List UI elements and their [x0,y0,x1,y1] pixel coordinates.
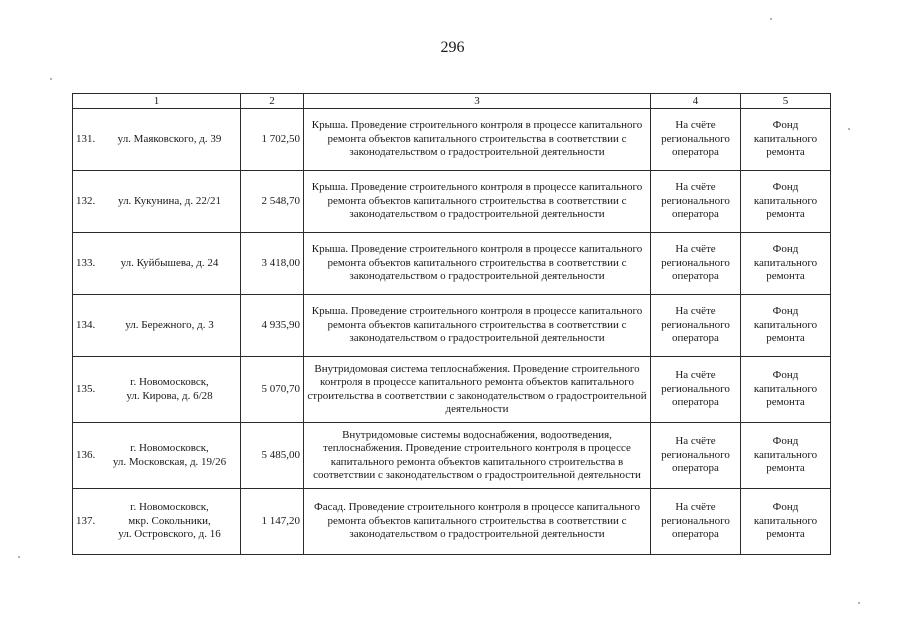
address-text [102,257,237,271]
scan-speck [50,78,52,80]
contractor-cell: На счёте регионального оператора [651,357,741,423]
address-cell [73,357,241,423]
column-header: 5 [741,94,831,109]
column-header: 4 [651,94,741,109]
contractor-cell: На счёте регионального оператора [651,233,741,295]
row-number: 135. [76,382,96,395]
work-description-cell: Внутридомовая система теплоснабжения. Проведение строительного контроля в процессе капитального ремонта объектов капитального строительства в соответствии с законодательством о градостроительной деятельности [304,357,651,423]
funding-source-cell: Фонд капитального ремонта [741,109,831,171]
address-text [102,195,237,209]
contractor-cell: На счёте регионального оператора [651,171,741,233]
table-body [73,109,831,555]
scan-speck [770,18,772,20]
work-description-cell: Фасад. Проведение строительного контроля в процессе капитального ремонта объектов капитального строительства в соответствии с законодательством о градостроительной деятельности [304,489,651,555]
address-text [102,133,237,147]
row-number: 137. [76,514,96,527]
funding-source-cell: Фонд капитального ремонта [741,489,831,555]
contractor-cell: На счёте регионального оператора [651,489,741,555]
cost-cell: 3 418,00 [241,233,304,295]
table-row [73,233,831,295]
address-line: мкр. Сокольники, [128,514,211,527]
contractor-cell: На счёте регионального оператора [651,295,741,357]
page-number: 296 [440,39,465,56]
cost-cell: 2 548,70 [241,171,304,233]
address-cell [73,489,241,555]
scan-speck [18,556,20,558]
contractor-cell: На счёте регионального оператора [651,423,741,489]
table-row [73,171,831,233]
cost-cell: 5 070,70 [241,357,304,423]
scan-speck [858,602,860,604]
table-row [73,357,831,423]
table-row [73,489,831,555]
address-line: г. Новомосковск, [130,442,209,454]
cost-cell: 4 935,90 [241,295,304,357]
column-header: 1 [73,94,241,109]
work-description-cell: Крыша. Проведение строительного контроля в процессе капитального ремонта объектов капитального строительства в соответствии с законодательством о градостроительной деятельности [304,233,651,295]
funding-source-cell: Фонд капитального ремонта [741,295,831,357]
table-header-row [73,94,831,109]
column-header: 2 [241,94,304,109]
table-row [73,295,831,357]
address-line: ул. Бережного, д. 3 [125,318,214,331]
work-description-cell: Крыша. Проведение строительного контроля в процессе капитального ремонта объектов капитального строительства в соответствии с законодательством о градостроительной деятельности [304,295,651,357]
funding-source-cell: Фонд капитального ремонта [741,423,831,489]
capital-repair-table [72,93,831,555]
row-number: 133. [76,256,96,269]
table-row [73,109,831,171]
address-line: ул. Кукунина, д. 22/21 [118,194,221,207]
address-cell [73,109,241,171]
cost-cell: 1 702,50 [241,109,304,171]
address-cell [73,295,241,357]
address-text [102,501,237,542]
funding-source-cell: Фонд капитального ремонта [741,233,831,295]
work-description-cell: Внутридомовые системы водоснабжения, водоотведения, теплоснабжения. Проведение строительного контроля в процессе капитального ремонта объектов капитального строительства в соответствии с законодательством о градостроительной деятельности [304,423,651,489]
address-cell [73,423,241,489]
address-line: ул. Куйбышева, д. 24 [120,256,219,269]
address-text [102,376,237,403]
address-line: ул. Маяковского, д. 39 [117,132,222,145]
row-number: 136. [76,448,96,461]
column-header: 3 [304,94,651,109]
address-line: г. Новомосковск, [130,501,209,514]
address-text [102,442,237,469]
row-number: 134. [76,318,96,331]
address-line: ул. Островского, д. 16 [118,528,221,541]
address-text [102,319,237,333]
row-number: 132. [76,194,96,207]
work-description-cell: Крыша. Проведение строительного контроля в процессе капитального ремонта объектов капитального строительства в соответствии с законодательством о градостроительной деятельности [304,171,651,233]
scan-speck [848,128,850,130]
address-cell [73,233,241,295]
address-line: ул. Московская, д. 19/26 [112,455,227,468]
row-number: 131. [76,132,96,145]
cost-cell: 1 147,20 [241,489,304,555]
cost-cell: 5 485,00 [241,423,304,489]
address-line: г. Новомосковск, [130,376,209,388]
work-description-cell: Крыша. Проведение строительного контроля в процессе капитального ремонта объектов капитального строительства в соответствии с законодательством о градостроительной деятельности [304,109,651,171]
address-line: ул. Кирова, д. 6/28 [126,389,213,402]
address-cell [73,171,241,233]
funding-source-cell: Фонд капитального ремонта [741,357,831,423]
table-row [73,423,831,489]
contractor-cell: На счёте регионального оператора [651,109,741,171]
funding-source-cell: Фонд капитального ремонта [741,171,831,233]
